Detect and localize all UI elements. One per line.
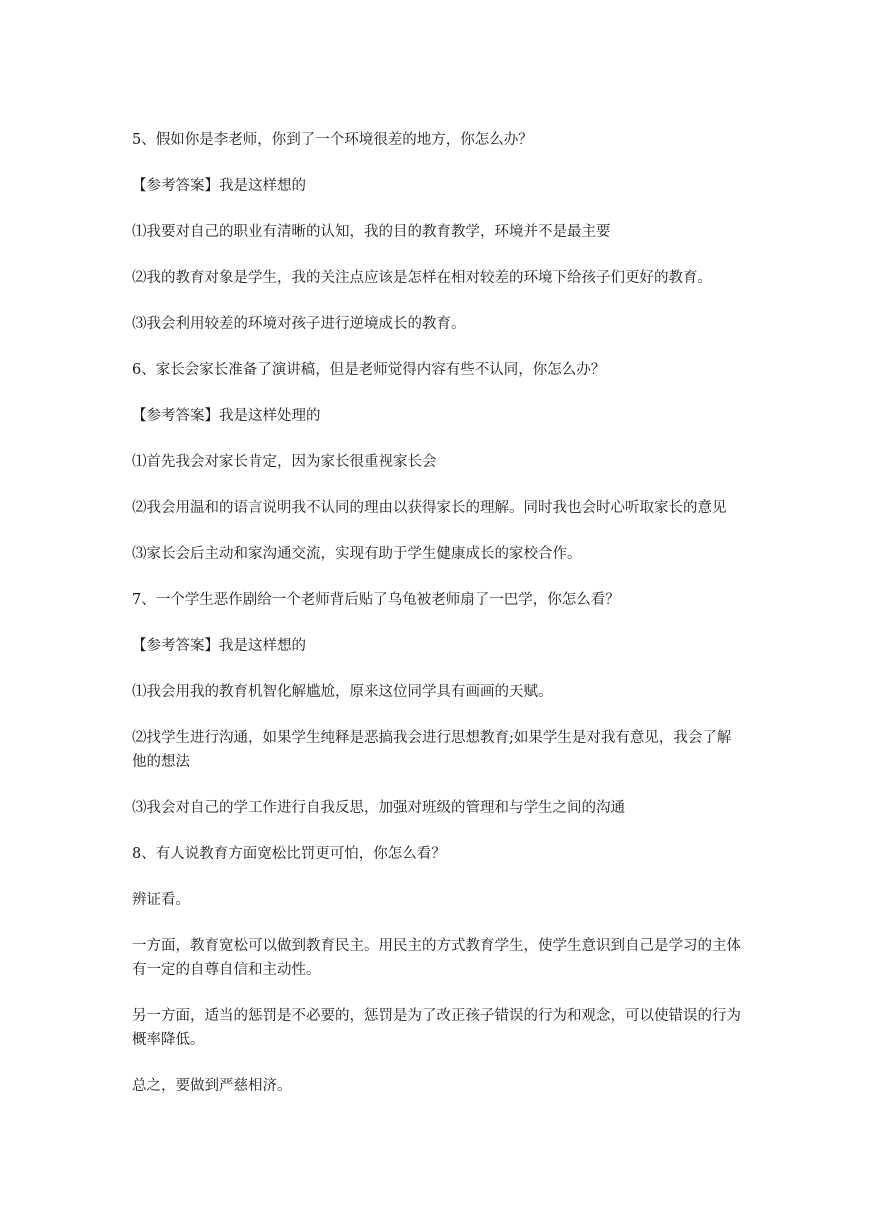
answer-point: ⑴我要对自己的职业有清晰的认知，我的目的教育教学，环境并不是最主要 xyxy=(132,224,611,240)
answer-point: ⑶我会对自己的学工作进行自我反思，加强对班级的管理和与学生之间的沟通 xyxy=(132,800,625,816)
answer-point: ⑶家长会后主动和家沟通交流，实现有助于学生健康成长的家校合作。 xyxy=(132,546,582,562)
answer-point: ⑴我会用我的教育机智化解尴尬，原来这位同学具有画画的天赋。 xyxy=(132,684,553,700)
question-5: 5、假如你是李老师，你到了一个环境很差的地方，你怎么办？ xyxy=(132,132,533,148)
answer-point: ⑵我的教育对象是学生，我的关注点应该是怎样在相对较差的环境下给孩子们更好的教育。 xyxy=(132,270,712,286)
answer-heading: 【参考答案】我是这样处理的 xyxy=(132,408,321,424)
answer-point: ⑶我会利用较差的环境对孩子进行逆境成长的教育。 xyxy=(132,316,466,332)
answer-text: 辨证看。 xyxy=(132,892,190,908)
answer-point: ⑵我会用温和的语言说明我不认同的理由以获得家长的理解。同时我也会时心听取家长的意见 xyxy=(132,500,727,516)
answer-point: ⑵找学生进行沟通，如果学生纯释是恶搞我会进行思想教育;如果学生是对我有意见，我会了解他的想法 xyxy=(132,730,732,770)
question-6: 6、家长会家长准备了演讲稿，但是老师觉得内容有些不认同，你怎么办？ xyxy=(132,362,606,378)
answer-heading: 【参考答案】我是这样想的 xyxy=(132,178,306,194)
answer-point: ⑴首先我会对家长肯定，因为家长很重视家长会 xyxy=(132,454,437,470)
document-page xyxy=(132,128,742,1120)
answer-text: 另一方面，适当的惩罚是不必要的，惩罚是为了改正孩子错误的行为和观念，可以使错误的行为概率降低。 xyxy=(132,1008,741,1048)
answer-heading: 【参考答案】我是这样想的 xyxy=(132,638,306,654)
question-7: 7、一个学生恶作剧给一个老师背后贴了乌龟被老师扇了一巴学，你怎么看？ xyxy=(132,592,620,608)
question-8: 8、有人说教育方面宽松比罚更可怕，你怎么看？ xyxy=(132,846,446,862)
answer-conclusion: 总之，要做到严慈相济。 xyxy=(132,1078,292,1094)
answer-text: 一方面，教育宽松可以做到教育民主。用民主的方式教育学生，使学生意识到自己是学习的主体有一定的自尊自信和主动性。 xyxy=(132,938,741,978)
